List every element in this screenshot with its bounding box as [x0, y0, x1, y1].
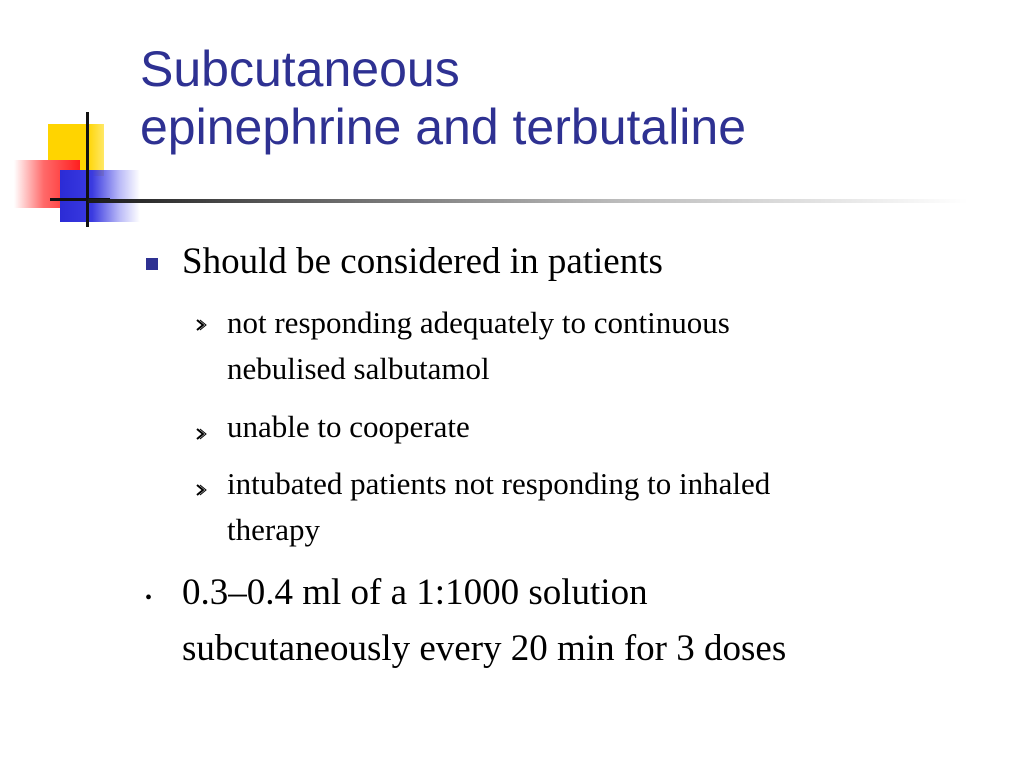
arrow-bullet-icon [194, 318, 208, 332]
sub-bullet-1-line-2: nebulised salbutamol [227, 351, 490, 386]
arrow-bullet-icon [194, 427, 208, 441]
title-line-2: epinephrine and terbutaline [140, 99, 747, 155]
title-line-1: Subcutaneous [140, 41, 460, 97]
dot-bullet-icon: • [145, 587, 153, 609]
bullet-2-line-2: subcutaneously every 20 min for 3 doses [182, 628, 787, 669]
sub-bullet-1-line-1: not responding adequately to continuous [227, 305, 730, 340]
bullet-2-line-1: 0.3–0.4 ml of a 1:1000 solution [182, 572, 648, 613]
bullet-1-text: Should be considered in patients [182, 241, 663, 282]
sub-bullet-3-line-2: therapy [227, 512, 320, 547]
arrow-bullet-icon [194, 483, 208, 497]
sub-bullet-3-line-1: intubated patients not responding to inhaled [227, 466, 771, 501]
square-bullet-icon [146, 258, 158, 270]
sub-bullet-2-text: unable to cooperate [227, 409, 470, 444]
